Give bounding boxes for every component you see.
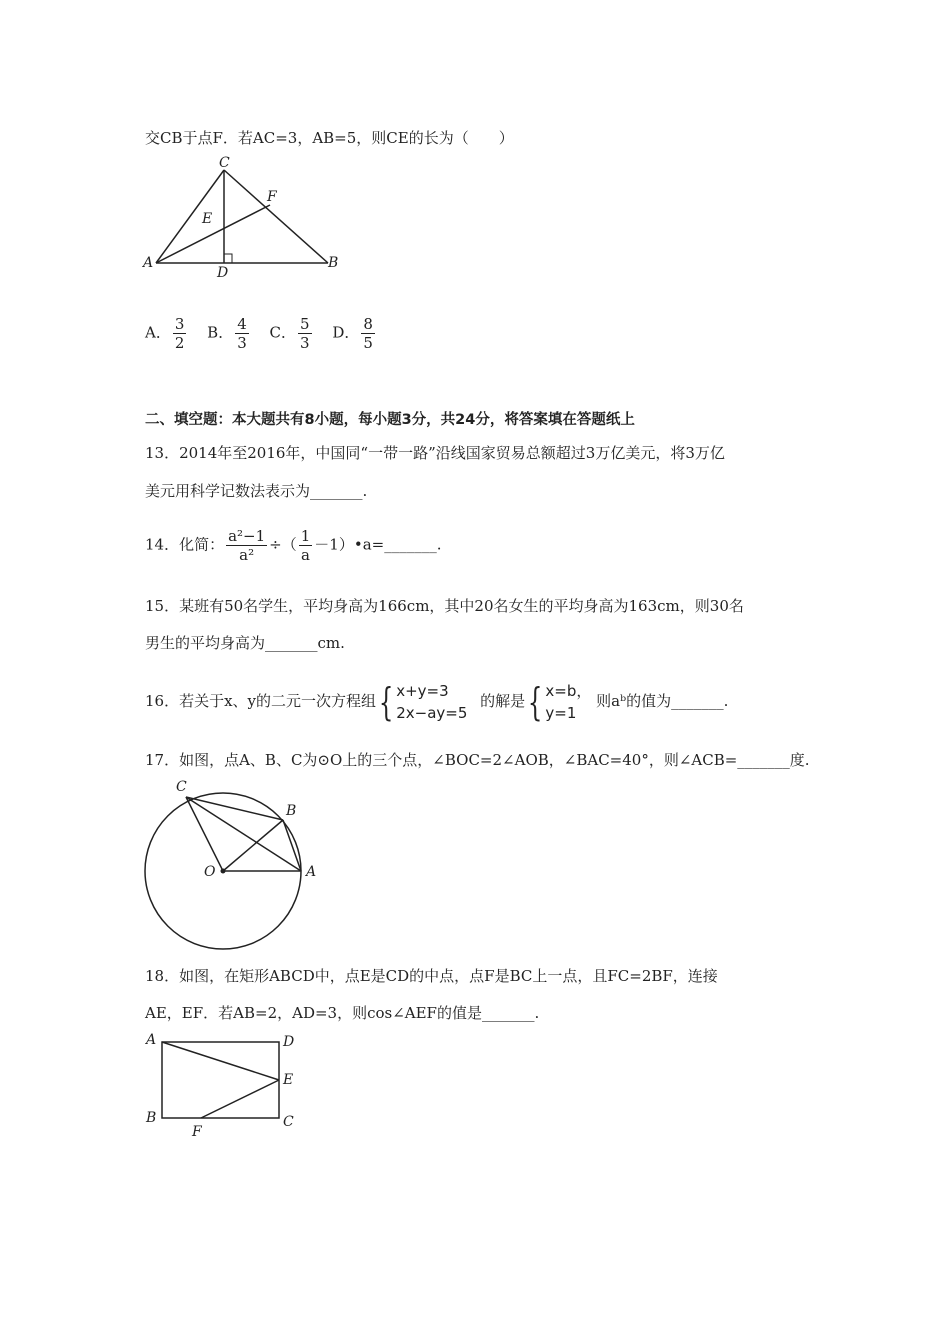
option-b-letter: B．	[207, 323, 234, 342]
option-d-num: 8	[363, 315, 373, 333]
section-heading: 二、填空题：本大题共有8小题，每小题3分，共24分，将答案填在答题纸上	[145, 412, 635, 428]
q18-line2: AE，EF．若AB=2，AD=3，则cos∠AEF的值是_______.	[145, 1004, 540, 1022]
label-B: B	[328, 255, 339, 271]
option-a-letter: A．	[145, 323, 171, 342]
segment-AC	[156, 170, 224, 263]
q16-suffix: 则aᵇ的值为_______.	[596, 692, 729, 710]
segment-CA	[186, 797, 301, 871]
label-A: A	[143, 255, 154, 271]
right-angle-mark	[224, 254, 232, 263]
label-E: E	[283, 1072, 294, 1088]
option-c-letter: C．	[269, 323, 297, 342]
q16-solution	[545, 680, 591, 724]
option-a-num: 3	[174, 315, 185, 333]
option-c-den: 3	[300, 334, 310, 352]
q16-system	[396, 680, 467, 724]
q12-triangle-figure	[140, 155, 350, 280]
option-a-den: 2	[174, 334, 185, 352]
segment-AF	[156, 205, 270, 263]
left-brace-icon: {	[378, 680, 394, 724]
label-C: C	[219, 155, 230, 171]
label-D: D	[217, 265, 229, 280]
q13-line2: 美元用科学记数法表示为_______.	[145, 482, 368, 500]
option-b-num: 4	[237, 315, 247, 333]
option-d[interactable]	[332, 315, 377, 352]
q16-eq2: 2x−ay=5	[396, 704, 468, 722]
label-D: D	[283, 1034, 295, 1050]
q14-frac1-num: a²−1	[228, 527, 266, 545]
q16-mid: 的解是	[480, 692, 526, 710]
label-A: A	[146, 1032, 157, 1048]
q15-line1: 15．某班有50名学生，平均身高为166cm，其中20名女生的平均身高为163cm，则30名	[145, 597, 744, 615]
segment-AE	[162, 1042, 279, 1080]
option-b-den: 3	[237, 334, 247, 352]
option-c-num: 5	[300, 315, 310, 333]
q12-stem: 交CB于点F．若AC=3，AB=5，则CE的长为（ ）	[145, 129, 514, 147]
center-dot	[221, 869, 226, 874]
option-c[interactable]	[270, 315, 314, 352]
label-B: B	[146, 1110, 157, 1126]
q17-line1: 17．如图，点A、B、C为⊙O上的三个点，∠BOC=2∠AOB，∠BAC=40°，则∠ACB=_______度.	[145, 751, 810, 769]
q12-options	[145, 315, 391, 352]
segment-OB	[223, 820, 283, 871]
option-d-den: 5	[363, 334, 373, 352]
label-E: E	[202, 211, 213, 227]
q16-sol2: y=1	[545, 704, 577, 722]
q16-prefix: 16．若关于x、y的二元一次方程组	[145, 692, 377, 710]
rectangle-ABCD	[162, 1042, 279, 1118]
q14-mid: ÷（	[269, 535, 297, 554]
q14-prefix: 14．化简：	[145, 535, 225, 554]
label-A: A	[306, 864, 317, 880]
segment-CB	[224, 170, 328, 263]
q14-frac2-num: 1	[300, 527, 311, 545]
q13-line1: 13．2014年至2016年，中国同“一带一路”沿线国家贸易总额超过3万亿美元，将3万亿	[145, 444, 725, 462]
q16-sol1: x=b，	[545, 682, 592, 700]
option-d-letter: D．	[332, 323, 360, 342]
option-a[interactable]	[145, 315, 188, 352]
label-C: C	[283, 1114, 294, 1130]
q14-frac1-den: a²	[239, 546, 255, 564]
q14-suffix: －1）•a=_______.	[314, 535, 442, 554]
segment-BA	[283, 820, 301, 871]
option-b[interactable]	[207, 315, 251, 352]
label-F: F	[192, 1124, 202, 1140]
label-O: O	[204, 864, 216, 880]
label-B: B	[286, 803, 297, 819]
q15-line2: 男生的平均身高为_______cm.	[145, 634, 345, 652]
q18-rectangle-figure	[140, 1030, 310, 1140]
segment-FE	[201, 1080, 279, 1118]
q14-frac2	[299, 527, 313, 564]
q14-frac1	[226, 527, 267, 564]
label-F: F	[267, 189, 277, 205]
q17-circle-figure	[138, 775, 328, 955]
q16-eq1: x+y=3	[396, 682, 449, 700]
left-brace-icon: {	[528, 680, 543, 724]
q18-line1: 18．如图，在矩形ABCD中，点E是CD的中点，点F是BC上一点，且FC=2BF，连接	[145, 967, 718, 985]
q14	[145, 527, 441, 564]
q16	[145, 680, 728, 724]
q14-frac2-den: a	[301, 546, 310, 564]
label-C: C	[176, 779, 187, 795]
